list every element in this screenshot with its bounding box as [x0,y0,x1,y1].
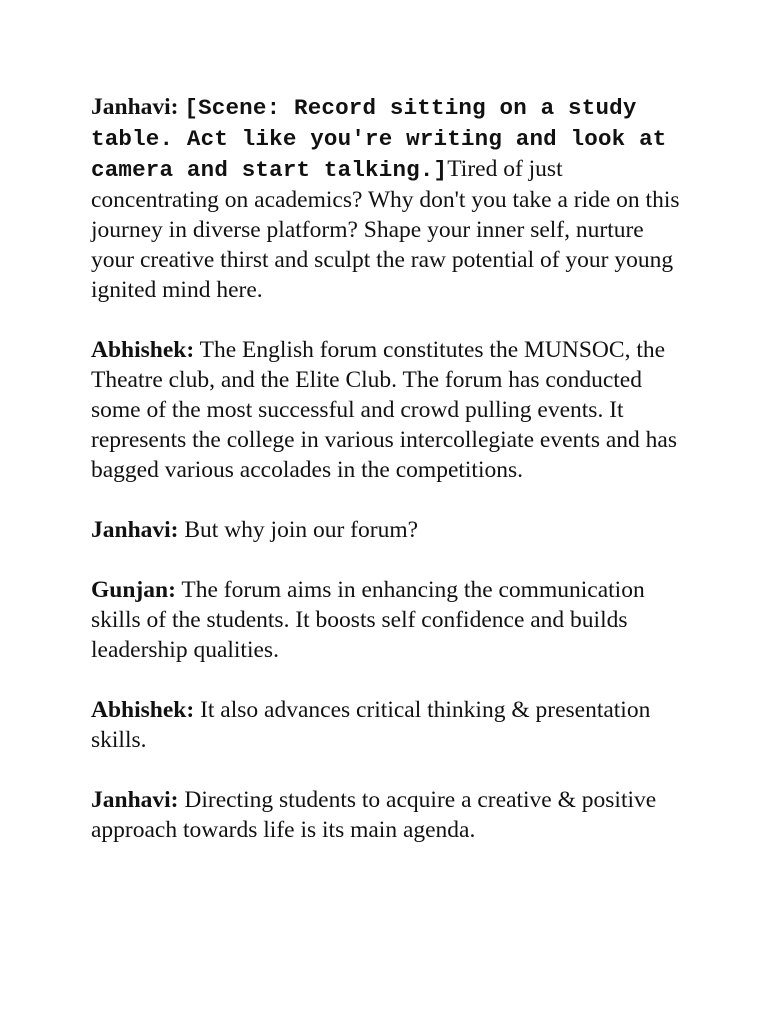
dialogue-line [91,695,691,755]
speaker-name: Gunjan: [91,577,176,603]
dialogue-text: The English forum constitutes the MUNSOC, the Theatre club, and the Elite Club. The forum has conducted some of the most successful and crowd pulling events. It represents the college in various intercollegiate events and has bagged various accolades in the competitions. [91,337,677,483]
dialogue-text: Tired of just concentrating on academics? Why don't you take a ride on this journey in diverse platform? Shape your inner self, nurture your creative thirst and sculpt the raw potential of your young ignited mind here. [91,156,680,303]
stage-direction: [Scene: Record sitting on a study table. Act like you're writing and look at camera and start talking.] [91,95,667,183]
dialogue-line [91,785,691,845]
dialogue-text: It also advances critical thinking & presentation skills. [91,697,651,753]
dialogue-text: But why join our forum? [184,517,419,543]
dialogue-text: The forum aims in enhancing the communication skills of the students. It boosts self confidence and builds leadership qualities. [91,577,645,663]
dialogue-line [91,575,691,665]
dialogue-line [91,335,691,485]
speaker-name: Abhishek: [91,337,195,363]
script-document [91,92,691,875]
speaker-name: Janhavi: [91,787,179,813]
dialogue-text: Directing students to acquire a creative & positive approach towards life is its main agenda. [91,787,657,843]
speaker-name: Janhavi: [91,94,179,120]
dialogue-line [91,92,691,305]
speaker-name: Janhavi: [91,517,179,543]
speaker-name: Abhishek: [91,697,195,723]
dialogue-line [91,515,691,545]
